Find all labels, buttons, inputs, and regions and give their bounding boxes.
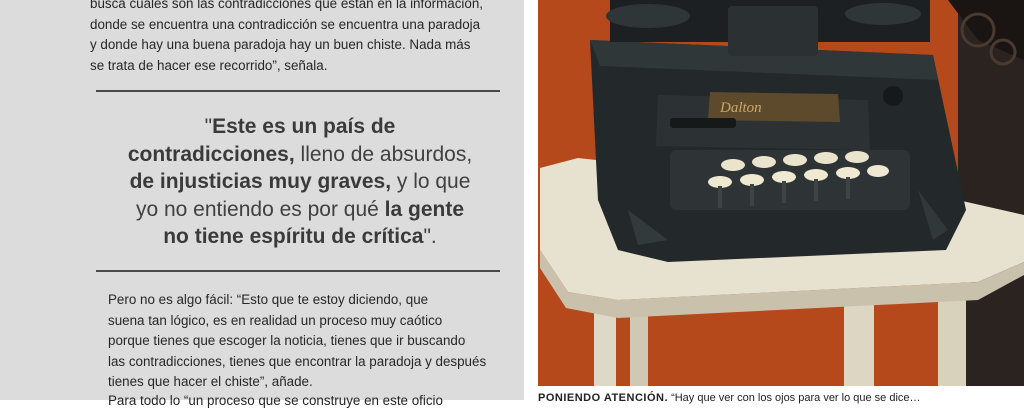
pullquote-bold: Este es un país de (212, 115, 396, 138)
pullquote (90, 113, 510, 251)
pullquote-bottom-rule (96, 270, 500, 272)
quote-close-mark: ". (423, 225, 437, 248)
pullquote-line-4 (90, 196, 510, 224)
key (752, 156, 776, 168)
paragraph-line: Pero no es algo fácil: “Esto que te estoy diciendo, que (108, 292, 429, 307)
paragraph-line: las contradicciones, tienes que encontrar la paradoja y después (108, 353, 487, 369)
ribbon-spool-right (845, 3, 921, 25)
paragraph-line: Para todo lo “un proceso que se construye en este oficio (108, 393, 443, 408)
typewriter-photo (538, 0, 1024, 386)
key-stem (814, 179, 818, 201)
key-stem (718, 186, 722, 208)
typewriter-illustration (538, 0, 1024, 386)
paragraph-line: se trata de hacer ese recorrido”, señala. (90, 57, 328, 73)
pullquote-text: y lo que (391, 170, 471, 193)
photo-caption (538, 392, 1024, 404)
pullquote-line-5 (90, 223, 510, 251)
carriage-lever (670, 118, 736, 128)
paragraph-line: tienes que hacer el chiste”, añade. (108, 374, 313, 389)
caption-label: PONIENDO ATENCIÓN. (538, 392, 669, 404)
pullquote-text: lleno de absurdos, (294, 142, 473, 166)
key-stem (846, 177, 850, 199)
article-paragraph-1 (90, 0, 506, 76)
pullquote-line-2 (90, 141, 510, 169)
paragraph-line: suena tan lógico, es en realidad un proceso muy caótico (108, 312, 443, 328)
key-stem (782, 181, 786, 203)
side-knob (883, 86, 903, 106)
typewriter-ribbon-cover (728, 6, 818, 56)
quote-open-mark: " (204, 115, 213, 138)
pullquote-bold: no tiene espíritu de crítica (163, 225, 424, 248)
paragraph-line: busca cuáles son las contradicciones que están en la información, (90, 0, 484, 11)
key (783, 154, 807, 166)
pullquote-top-rule (96, 90, 500, 92)
ribbon-spool-left (606, 4, 690, 28)
pullquote-text: yo no entiendo es por qué (135, 197, 385, 221)
pullquote-line-3 (90, 168, 510, 196)
article-paragraph-3 (90, 391, 506, 412)
pullquote-bold: de injusticias muy graves, (129, 170, 392, 193)
caption-text: “Hay que ver con los ojos para ver lo que se dice… (668, 392, 921, 404)
key (867, 165, 889, 177)
article-paragraph-2 (90, 290, 506, 393)
column-gutter (524, 0, 538, 400)
stool-leg (844, 305, 874, 386)
key-stem (750, 184, 754, 206)
paragraph-line: porque tienes que escoger la noticia, tienes que ir buscando (108, 333, 466, 348)
paragraph-line: y donde hay una buena paradoja hay un buen chiste. Nada más (90, 37, 471, 52)
pullquote-line-1 (90, 113, 510, 141)
key (845, 151, 869, 163)
stool-leg (938, 290, 966, 386)
pullquote-bold: la gente (384, 197, 465, 221)
brand-name: Dalton (720, 100, 762, 116)
paragraph-line: donde se encuentra una contradicción se encuentra una paradoja (90, 16, 481, 32)
pullquote-bold: contradicciones, (127, 142, 295, 166)
key (721, 159, 745, 171)
key (814, 152, 838, 164)
